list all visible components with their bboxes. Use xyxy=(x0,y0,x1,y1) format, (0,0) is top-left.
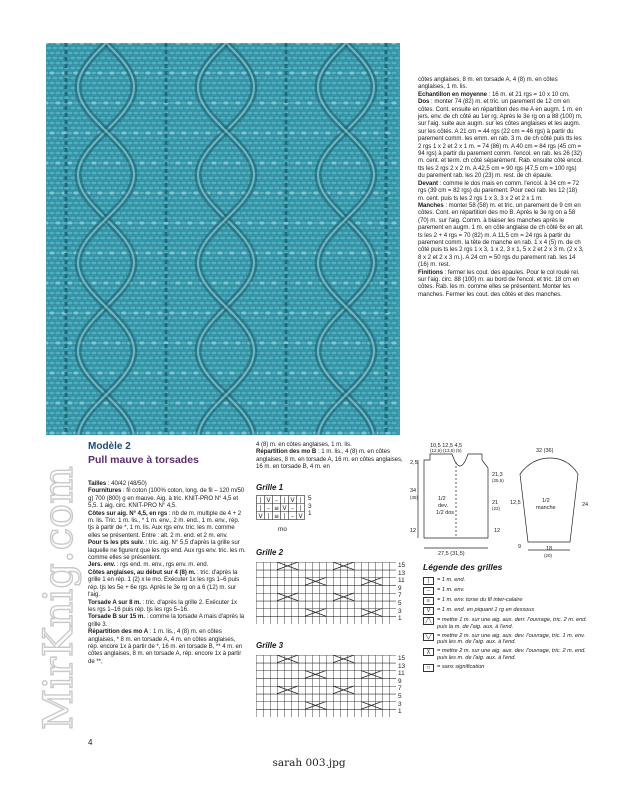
svg-text:–: – xyxy=(291,505,294,512)
schem-dim-24: 24 xyxy=(582,502,589,508)
svg-text:V: V xyxy=(258,513,263,520)
ptssuiv-text: : tric. aig. N° 5,5 d'après la grille sur laquelle ne figurent que les rgs end. Aux rgs env. tric. les m. comme elles se présentent. xyxy=(88,539,246,562)
legend-item xyxy=(423,577,593,585)
svg-text:V: V xyxy=(290,497,295,504)
legend-text: = 1 m. end. en piquant 1 rg en dessous xyxy=(437,607,535,613)
grid3-row-number: 11 xyxy=(398,670,405,678)
legend-symbol: ╲╱ xyxy=(423,633,434,641)
legend-symbol: ╳ xyxy=(423,648,434,656)
schem-dim-21-3: 21,3 xyxy=(492,472,503,478)
schem-top-dims-alt: (12,5) (13,5) (5) xyxy=(430,448,462,453)
legend-item xyxy=(423,597,593,605)
legend-symbol: – xyxy=(423,587,434,595)
grid3-row-numbers xyxy=(398,655,405,716)
schem-dim-12-right: 12 xyxy=(494,528,501,534)
grid2-row-number: 9 xyxy=(398,584,402,592)
tailles-label: Tailles xyxy=(88,480,107,487)
torsade-b-text: : comme la torsade A mais d'après la grille 3. xyxy=(88,613,245,628)
legend-symbol: | xyxy=(423,577,434,585)
schem-dim-21: 21 xyxy=(492,500,499,506)
svg-text:≡: ≡ xyxy=(273,513,280,520)
watermark-logo xyxy=(10,440,100,740)
schem-dim-2-5: 2,5 xyxy=(410,460,418,466)
legend-item xyxy=(423,633,593,647)
legend-text: = 1 m. env. xyxy=(437,587,465,593)
model-title: Modèle 2 xyxy=(88,441,131,452)
schem-body-label2: dev. xyxy=(438,503,448,509)
svg-text:–: – xyxy=(291,513,294,520)
grid1-row-number: 5 xyxy=(308,495,312,502)
schem-dim-34: 34 xyxy=(410,488,417,494)
svg-text:V: V xyxy=(266,497,271,504)
grid2-row-number: 13 xyxy=(398,569,406,577)
schem-dim-width: 27,5 (31,5) xyxy=(438,551,465,557)
legend-text: = mettre 2 m. sur une aig. aux. dev. l'ouvrage, tric. 1 m. env. puis les m. de l'aig. aux. à l'end. xyxy=(437,632,586,646)
svg-text:MirKnig.com: MirKnig.com xyxy=(36,465,82,730)
grid1-row-numbers xyxy=(308,495,312,518)
grid1-chart xyxy=(256,495,316,525)
svg-text:|: | xyxy=(267,513,270,520)
legend-text: = mettre 2 m. sur une aig. aux. dev. l'ouvrage, tric. 2 m. end. puis les m. de l'aig. aux. à l'end. xyxy=(437,648,586,661)
echantillon-text: : 16 m. et 21 rgs = 10 x 10 cm. xyxy=(488,90,570,98)
grid3-title: Grille 3 xyxy=(256,641,284,650)
devant-text: : comme le dos mais en comm. l'encol. à 34 cm = 72 rgs (39 cm = 82 rgs) du parement. Pour ceci rab. les 12 (18) m. cent. puis ts les 2 rgs 1 x 3, 3 x 2 et 2 x 1 m. xyxy=(418,179,580,202)
torsade-a-label: Torsade A sur 8 m. xyxy=(88,598,142,606)
grid3-row-number: 15 xyxy=(398,655,406,662)
jers-label: Jers. env. xyxy=(88,561,116,569)
schem-dim-9: 9 xyxy=(518,544,522,550)
grid2-row-number: 1 xyxy=(398,615,402,623)
grid2-row-number: 15 xyxy=(398,562,406,569)
devant-label: Devant xyxy=(418,179,439,187)
legend-symbol: V xyxy=(423,607,434,615)
instructions-middle-column xyxy=(256,441,406,471)
grid-legend xyxy=(423,577,593,674)
manches-label: Manches xyxy=(418,201,444,209)
schem-dim-39: (39) xyxy=(410,495,419,500)
repartition-b-text: : 1 m. lis., 4 (8) m. en côtes anglaises, 8 m. en torsade A, 16 m. en côtes anglaises, 16 m. en torsade B, 4 m. en xyxy=(256,448,403,471)
intro-text: côtes anglaises, 8 m. en torsade A, 4 (8) m. en côtes anglaises, 1 m. lis. xyxy=(418,76,558,91)
grid3-row-number: 5 xyxy=(398,692,402,700)
knit-swatch-photo xyxy=(46,43,400,435)
legend-text: = 1 m. end. xyxy=(437,577,466,583)
dos-text: : monter 74 (82) m. et tric. un parement de 12 cm en côtes. Cont. ensuite en répartition des me A en augm. 1 m. en jers. env. de ch côté au 1er rg. Après le 3e rg on a 88 (100) m. sur l'aig. suite aux augm. sur les côtes anglaises et les augm. sur les côtés. A 21 cm = 44 rgs (22 cm = 46 rgs) à partir du parement comm. les emm. en rab. 3 m. de ch côté puis tts les 2 rgs 1 x 2 et 2 x 1 m. = 74 (86) m. A 40 cm = 84 rgs (45 cm = 94 rgs) à partir du parement comm. l'encol. en rab. les 26 (32) m. cent. et term. ch côté séparément. Rab. ensuite côté encol. tts les 2 rgs 2 x 2 m. A 42,5 cm = 90 rgs (47,5 cm = 100 rgs) du parement rab. les 20 (23) m. rest. de ch épaule. xyxy=(418,98,583,180)
legend-symbol: ≡ xyxy=(423,597,434,605)
grid1-row-number: 1 xyxy=(308,510,312,518)
schem-dim-18: 18 xyxy=(546,546,553,552)
svg-text:|: | xyxy=(299,505,302,512)
schem-sleeve-label2: manche xyxy=(536,505,556,511)
svg-text:V: V xyxy=(282,505,287,512)
tailles-text: : 40/42 (48/50) xyxy=(107,480,147,487)
grid2-row-numbers xyxy=(398,562,405,623)
grid1-footer: mo xyxy=(278,526,287,533)
legend-item xyxy=(423,648,593,662)
grid3-row-number: 7 xyxy=(398,685,402,693)
svg-text:–: – xyxy=(267,505,270,512)
fournitures-text: : fil coton (100% coton, long. de fil – 120 m/50 g) 700 (800) g en mauve. Aig. à tric. KNIT-PRO N° 4,5 et 5,5. 1 aig. circ. KNIT-PRO N° 4,5. xyxy=(88,487,245,510)
manches-text: : monter 58 (58) m. et tric. un parement de 9 cm en côtes. Cont. en répartition des mo B. Après le 3e rg on a 58 (70) m. sur l'aig. Comm. à biaiser les manches après le parement en augm. 1 m. en côte anglaise de ch côté 6x en alt. ts les 2 + 4 rgs = 70 (82) m. A 11,5 cm = 24 rgs à partir du parement comm. la tête de manche en rab. 1 x 4 (5) m. de ch côté puis ts les 2 rgs 1 x 3, 1 x 2, 3 x 1, 5 x 2 et 2 x 3 m. (2 x 3, 8 x 2 et 2 x 3 m.). A 24 cm = 50 rgs du parement rab. les 14 (16) m. rest. xyxy=(418,201,584,269)
svg-text:–: – xyxy=(275,497,278,504)
legend-text: = 1 m. env. torse du fil inter-calaire xyxy=(437,597,523,603)
svg-text:|: | xyxy=(259,497,262,504)
schem-dim-20: (20) xyxy=(544,553,553,558)
legend-symbol: □ xyxy=(423,664,434,672)
instructions-right-column xyxy=(418,76,584,298)
grid3-row-number: 1 xyxy=(398,708,402,716)
model-subtitle: Pull mauve à torsades xyxy=(88,454,199,466)
cotesang-text: : tric. d'après la grille 1 en rép. 1 (2) x le mo. Exécuter 1x les rgs 1–6 puis rép. tjs les 5e + 6e rgs. Après le 3e rg on a 6 (12) m. sur l'aig. xyxy=(88,568,240,599)
echantillon-label: Echantillon en moyenne xyxy=(418,90,487,98)
grid3-row-number: 13 xyxy=(398,662,406,670)
grid3-row-number: 9 xyxy=(398,677,402,685)
dos-label: Dos xyxy=(418,98,430,106)
grid3-chart xyxy=(256,655,396,717)
repartition-b-label: Répartition des mo B xyxy=(256,448,317,456)
svg-text:|: | xyxy=(299,497,302,504)
grid3-row-number: 3 xyxy=(398,700,402,708)
ptssuiv-label: Pour ts les pts suiv. xyxy=(88,539,145,547)
legend-item xyxy=(423,664,593,672)
legend-item xyxy=(423,587,593,595)
grid1-row-number: 3 xyxy=(308,502,312,510)
grid2-chart xyxy=(256,562,396,624)
grid2-row-number: 7 xyxy=(398,592,402,600)
legend-item xyxy=(423,617,593,631)
svg-text:≡: ≡ xyxy=(273,505,280,512)
svg-text:|: | xyxy=(283,497,286,504)
garment-schematic xyxy=(410,440,610,560)
continuation-text: 4 (8) m. en côtes anglaises, 1 m. lis. xyxy=(256,441,352,448)
grid2-row-number: 3 xyxy=(398,607,402,615)
schem-dim-12-left: 12 xyxy=(410,528,417,534)
legend-text: = mettre 1 m. sur une aig. aux. derr. l'ouvrage, tric. 2 m. end. puis la m. de l'aig. aux. à l'end. xyxy=(437,617,587,630)
file-name-caption: sarah 003.jpg xyxy=(272,757,346,769)
grid2-row-number: 5 xyxy=(398,599,402,607)
cotesang-label: Côtes anglaises, au début sur 4 (8) m. xyxy=(88,568,196,576)
schem-body-label3: 1/2 dos xyxy=(436,510,455,516)
finitions-label: Finitions xyxy=(418,268,443,276)
repartition-a-label: Répartition des mo A xyxy=(88,628,149,636)
schem-body-label1: 1/2 xyxy=(438,496,446,502)
cotes-label: Côtes sur aig. N° 4,5, en rgs xyxy=(88,509,168,517)
legend-text: = sans signification xyxy=(437,663,485,670)
instructions-left-column xyxy=(88,480,246,665)
svg-text:|: | xyxy=(283,513,286,520)
grid2-row-number: 11 xyxy=(398,577,405,585)
schem-dim-25-5: (25,5) xyxy=(492,478,504,483)
torsade-a-text: : tric. d'après la grille 2. Exécuter 1x les rgs 1–16 puis rép. tjs les rgs 5–16. xyxy=(88,598,238,613)
grid2-title: Grille 2 xyxy=(256,548,284,557)
schem-dim-32: 32 (36) xyxy=(536,448,554,454)
legend-title: Légende des grilles xyxy=(423,562,503,572)
svg-text:V: V xyxy=(298,513,303,520)
repartition-a-text: : 1 m. lis., 4 (8) m. en côtes anglaises, * 8 m. en torsade A, 4 m. en côtes anglaises, rép. encore 1x à partir de *, 16 m. en torsade B, ** 4 m. en côtes anglaises, 8 m. en torsade A, rép. encore 1x à partir de **, xyxy=(88,628,243,665)
jers-text: : rgs end. m. env., rgs env. m. end. xyxy=(116,561,209,569)
torsade-b-label: Torsade B sur 15 m. xyxy=(88,613,145,621)
schem-sleeve-label1: 1/2 xyxy=(542,498,550,504)
grid1-title: Grille 1 xyxy=(256,483,284,492)
svg-text:|: | xyxy=(259,505,262,512)
legend-symbol: ╱╲ xyxy=(423,617,434,625)
legend-item xyxy=(423,607,593,615)
cotes-text: : nb de m. multiple de 4 + 2 m. lis. Tric. 1 m. lis., * 1 m. env., 2 m. end., 1 m. env., rép. tjs à partir de *, 1 m. lis. Aux rgs env. tric. les m. comme elles se présentent. Entre : alt. 2 m. end. et 2 m. env. xyxy=(88,509,242,539)
schem-dim-22: (22) xyxy=(492,506,501,511)
schem-dim-12-5: 12,5 xyxy=(510,500,521,506)
knit-texture xyxy=(46,43,400,435)
schem-top-dims: 10,5 12,5 4,5 xyxy=(430,443,463,449)
fournitures-label: Fournitures xyxy=(88,487,122,495)
finitions-text: : fermer les cout. des épaules. Pour le col roulé rel. sur l'aig. circ. 88 (100) m. au bord de l'encol. et tric. 18 cm en côtes. Rab. les m. comme elles se présentent. Monter les manches. Fermer les cout. des côtés et des manches. xyxy=(418,268,580,298)
page-number: 4 xyxy=(88,738,93,747)
